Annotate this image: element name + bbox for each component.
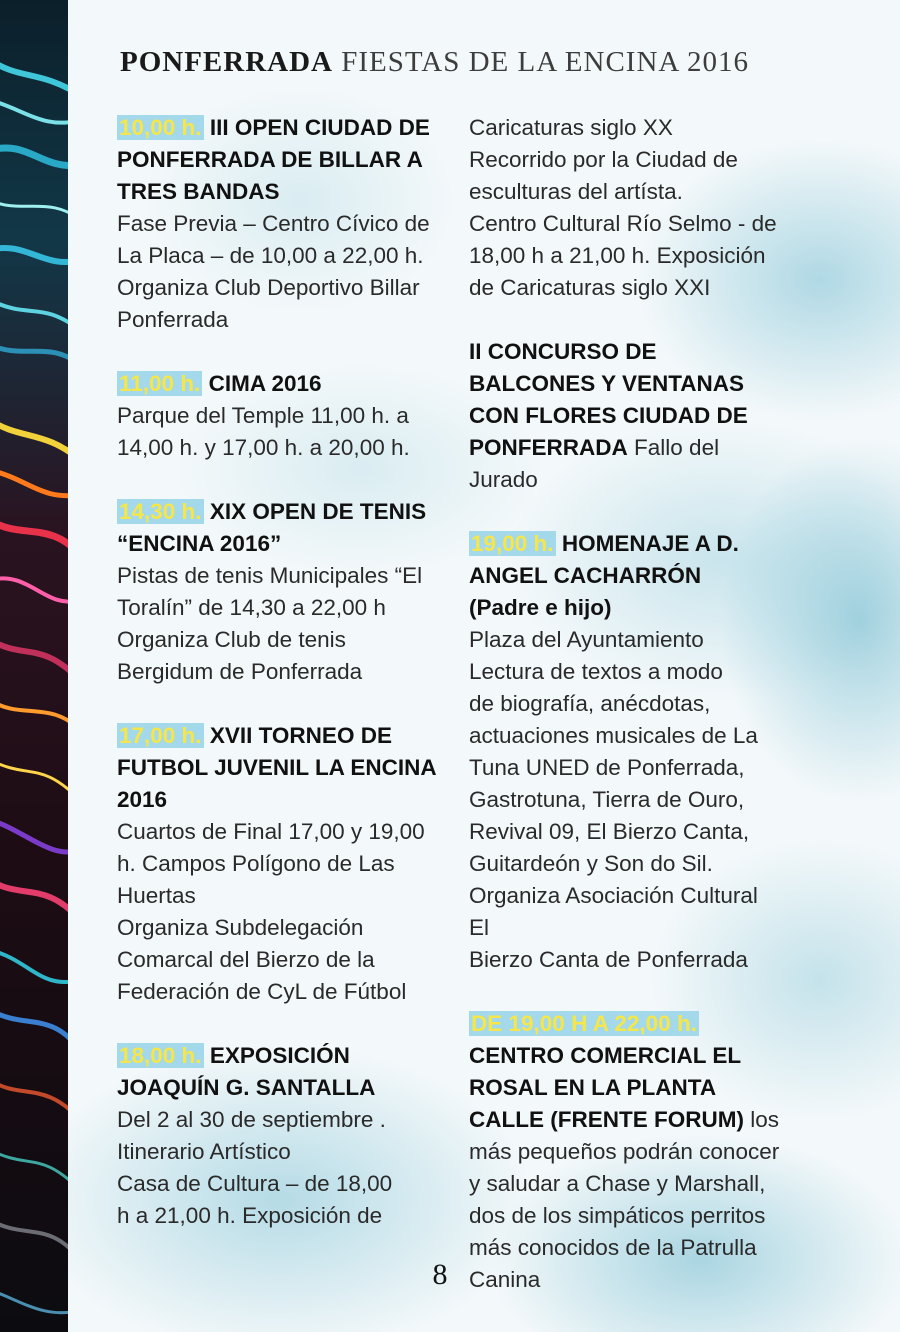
event-detail-line: Lectura de textos a modo (469, 659, 723, 684)
event-title: III OPEN CIUDAD DE PONFERRADA DE BILLAR A TRES BANDAS (117, 115, 430, 204)
event-detail-line: de biografía, anécdotas, (469, 691, 711, 716)
page-header (120, 46, 749, 79)
event-detail-line: Organiza Club de tenis (117, 627, 346, 652)
event-detail-line: La Placa – de 10,00 a 22,00 h. (117, 243, 424, 268)
event-detail-line: Plaza del Ayuntamiento (469, 627, 704, 652)
header-city: PONFERRADA (120, 46, 333, 78)
event-detail-line: h. Campos Polígono de Las (117, 851, 395, 876)
event-detail-line: 18,00 h a 21,00 h. Exposición (469, 243, 766, 268)
event-title: XVII TORNEO DE FUTBOL JUVENIL LA ENCINA 2016 (117, 723, 436, 812)
event-detail-line: Gastrotuna, Tierra de Ouro, (469, 787, 745, 812)
event-detail-line: Federación de CyL de Fútbol (117, 979, 407, 1004)
event-detail-line: actuaciones musicales de La (469, 723, 758, 748)
event-time: DE 19,00 H A 22,00 h. (471, 1011, 697, 1036)
event-detail-line: Guitardeón y Son do Sil. (469, 851, 713, 876)
event-title: HOMENAJE A D. ANGEL CACHARRÓN (Padre e hijo) (469, 531, 739, 620)
event-detail-line: Itinerario Artístico (117, 1139, 291, 1164)
event-detail-line: Cuartos de Final 17,00 y 19,00 (117, 819, 425, 844)
event-title: CIMA 2016 (208, 371, 322, 396)
header-event: FIESTAS DE LA ENCINA 2016 (341, 46, 749, 78)
event-detail-line: Pistas de tenis Municipales “El (117, 563, 423, 588)
event-time: 11,00 h. (119, 371, 201, 396)
event-detail-line: Recorrido por la Ciudad de (469, 147, 738, 172)
event-detail-line: Organiza Club Deportivo Billar (117, 275, 420, 300)
event-detail-line: Parque del Temple 11,00 h. a (117, 403, 409, 428)
event-time: 19,00 h. (471, 531, 554, 556)
event-time: 14,30 h. (119, 499, 202, 524)
event-title: CENTRO COMERCIAL EL ROSAL EN LA PLANTA CALLE (FRENTE FORUM) (469, 1043, 744, 1132)
event-detail-line: h a 21,00 h. Exposición de (117, 1203, 383, 1228)
event-entry (117, 496, 447, 688)
event-detail-line: Revival 09, El Bierzo Canta, (469, 819, 750, 844)
event-entry (117, 112, 447, 336)
brush-strokes-graphic (0, 0, 68, 1332)
event-entry (117, 1040, 447, 1232)
event-detail-line: Bergidum de Ponferrada (117, 659, 363, 684)
event-detail-line: Toralín” de 14,30 a 22,00 h (117, 595, 386, 620)
event-title: XIX OPEN DE TENIS “ENCINA 2016” (117, 499, 427, 556)
event-detail-line: Comarcal del Bierzo de la (117, 947, 375, 972)
event-title: EXPOSICIÓN JOAQUÍN G. SANTALLA (117, 1043, 376, 1100)
event-entry-continued (469, 112, 789, 304)
right-column (469, 112, 789, 1296)
event-detail-line: de Caricaturas siglo XXI (469, 275, 711, 300)
event-detail-line: Organiza Asociación Cultural El (469, 883, 758, 940)
event-detail-line: Fase Previa – Centro Cívico de (117, 211, 430, 236)
event-detail-line: Tuna UNED de Ponferrada, (469, 755, 745, 780)
event-entry (117, 720, 447, 1008)
event-detail-line: esculturas del artísta. (469, 179, 683, 204)
event-entry (117, 368, 447, 464)
event-time: 17,00 h. (119, 723, 202, 748)
event-detail-line: Bierzo Canta de Ponferrada (469, 947, 748, 972)
event-detail-line: Caricaturas siglo XX (469, 115, 673, 140)
event-entry (469, 1008, 781, 1296)
event-detail-line: Organiza Subdelegación (117, 915, 364, 940)
event-detail-line: Casa de Cultura – de 18,00 (117, 1171, 393, 1196)
event-detail-line: 14,00 h. y 17,00 h. a 20,00 h. (117, 435, 410, 460)
event-detail-text: Fallo del Jurado (469, 435, 720, 492)
event-detail-line: Huertas (117, 883, 196, 908)
event-time: 18,00 h. (119, 1043, 202, 1068)
event-entry (469, 336, 781, 496)
event-detail-text: los más pequeños podrán conocer y saludar a Chase y Marshall, dos de los simpáticos perritos más conocidos de la Patrulla Canina (469, 1107, 780, 1292)
event-detail-line: Centro Cultural Río Selmo - de (469, 211, 777, 236)
event-title: II CONCURSO DE BALCONES Y VENTANAS CON FLORES CIUDAD DE PONFERRADA (469, 339, 748, 460)
page-number: 8 (432, 1258, 448, 1291)
event-time: 10,00 h. (119, 115, 202, 140)
event-detail-line: Ponferrada (117, 307, 229, 332)
decorative-side-artwork (0, 0, 68, 1332)
left-column (117, 112, 447, 1232)
event-entry (469, 528, 759, 976)
event-detail-line: Del 2 al 30 de septiembre . (117, 1107, 386, 1132)
